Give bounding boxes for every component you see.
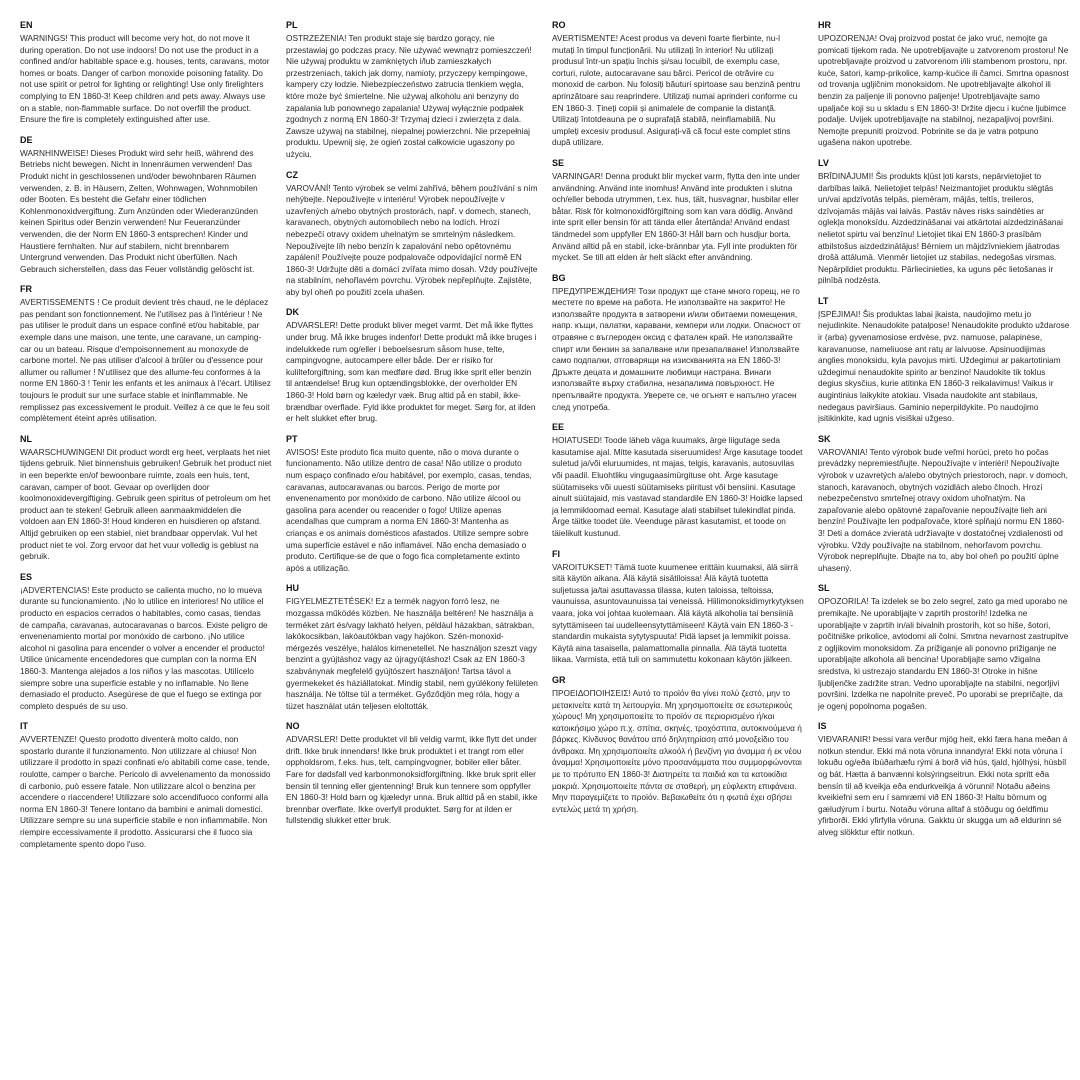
warning-text: OSTRZEŻENIA! Ten produkt staje się bardzo gorący, nie przestawiaj go podczas pracy. Nie używać wewnątrz pomieszczeń! Nie używaj produktu w zamkniętych i/lub zamieszkałych przestrzeniach, takich jak domy, namioty, przyczepy kempingowe, kampery czy łodzie. Niebezpieczeństwo zatrucia tlenkiem węgla, które może być śmiertelne. Nie używaj alkoholu ani benzyny do zapalania lub ponownego zapalania! Używaj wyłącznie podpałek zgodnych z normą EN 1860-3! Trzymaj dzieci i zwierzęta z dala. Zawsze używaj na stabilnej, niepalnej powierzchni. Nie przepełniaj produktu. Upewnij się, że ogień został całkowicie ugaszony po użyciu.	[286, 33, 532, 159]
warning-text: HOIATUSED! Toode läheb väga kuumaks, ärge liigutage seda kasutamise ajal. Mitte kasutada siseruumides! Ärge kasutage toodet suletud ja/või eluruumides, nt majas, telgis, karavanis, autosuvilas või paadil. Eluohtliku vingugaasimürgituse oht. Ärge kasutage süütamiseks või uuesti süütamiseks piiritust või bensiini. Kasutage ainult süütajaid, mis vastavad standardile EN 1860-3! Hoidke lapsed ja lemmikloomad eemal. Kasutage alati stabiilset tulekindlat pinda. Ärge täitke toodet üle. Veenduge pärast kasutamist, et toode on täielikult kustunud.	[552, 435, 803, 538]
warning-section-cz	[286, 170, 538, 299]
warning-section-sk	[818, 434, 1070, 575]
language-code: SL	[818, 583, 830, 594]
language-code: ES	[20, 571, 33, 582]
warning-text: WARNHINWEISE! Dieses Produkt wird sehr heiß, während des Betriebs nicht bewegen. Nicht in Innenräumen verwenden! Das Produkt nicht in geschlossenen und/oder bewohnbaren Räumen verwenden, z. B. in Häusern, Zelten, Wohnwagen, Wohnmobilen oder Booten. Es besteht die Gefahr einer tödlichen Kohlenmonoxidvergiftung. Zum Anzünden oder Wiederanzünden keinen Spiritus oder Benzin verwenden! Nur Feueranzünder verwenden, die der Norm EN 1860-3 entsprechen! Kinder und Haustiere fernhalten. Nur auf stabilem, nicht brennbarem Untergrund verwenden. Das Produkt nicht überfüllen. Nach Gebrauch sicherstellen, dass das Feuer vollständig gelöscht ist.	[20, 147, 258, 274]
warning-column	[552, 20, 804, 1066]
warning-section-hr	[818, 20, 1070, 149]
language-code: CZ	[286, 169, 298, 180]
warning-text: WARNINGS! This product will become very hot, do not move it during operation. Do not use indoors! Do not use the product in a confined and/or habitable space e.g. houses, tents, caravans, motor homes or boats. Danger of carbon monoxide poisoning fatality. Do not use spirit or petrol for lighting or relighting! Use only firelighters complying to EN 1860-3! Keep children and pets away. Always use on a stable, non-flammable surface. Do not overfill the product. Ensure the fire is completely extinguished after use.	[20, 33, 270, 125]
warning-text: VAROVANIA! Tento výrobok bude veľmi horúci, preto ho počas prevádzky nepremiestňujte. Nepoužívajte v interiéri! Nepoužívajte výrobok v uzavretých a/alebo obytných priestoroch, napr. v domoch, stanoch, karavanoch, obytných vozidlách alebo člnoch. Hrozí nebezpečenstvo smrteľnej otravy oxidom uhoľnatým. Na zapaľovanie alebo opätovné zapaľovanie nepoužívajte lieh ani benzín! Používajte len podpaľovače, ktoré spĺňajú normu EN 1860-3! Deti a domáce zvieratá udržiavajte v dostatočnej vzdialenosti od výrobku. Vždy používajte na stabilnom, nehorľavom povrchu. Výrobok nepreplňujte. Dbajte na to, aby bol oheň po použití úplne uhasený.	[818, 446, 1068, 573]
language-code: IT	[20, 721, 28, 732]
language-code: FI	[552, 548, 560, 559]
language-code: HR	[818, 20, 831, 30]
language-code: EE	[552, 422, 565, 433]
warning-section-de	[20, 135, 272, 276]
warning-text: OPOZORILA! Ta izdelek se bo zelo segrel, zato ga med uporabo ne premikajte. Ne uporabljajte v zaprtih prostorih! Izdelka ne uporabljajte v zaprtih in/ali bivalnih prostorih, kot so hiše, šotori, počitniške prikolice, avtodomi ali čolni. Smrtna nevarnost zastrupitve z ogljikovim monoksidom. Za prižiganje ali ponovno prižiganje ne uporabljajte alkohola ali bencina! Uporabljajte samo vžigalna sredstva, ki ustrezajo standardu EN 1860-3! Otroke in hišne ljubljenčke zadržite stran. Vedno uporabljajte na stabilni, negorljivi površini. Izdelka ne napolnite preveč. Po uporabi se prepričajte, da je ogenj popolnoma pogašen.	[818, 596, 1069, 711]
warning-text: VIÐVARANIR! Þessi vara verður mjög heit, ekki færa hana meðan á notkun stendur. Ekki má nota vöruna innandyra! Ekki nota vöruna í lokuðu og/eða íbúðarhæfu rými á borð við hús, tjald, hjólhýsi, húsbíl og bát. Hætta á banvænni kolsýringseitrun. Ekki nota spritt eða bensín til að kveikja eða endurkveikja á vörunni! Notaðu aðeins kveikiefni sem eru í samræmi við EN 1860-3! Haltu börnum og gæludýrum í burtu. Notaðu vöruna alltaf á stöðugu og óeldfimu yfirborði. Ekki yfirfylla vöruna. Gakktu úr skugga um að eldurinn sé alveg slökktur eftir notkun.	[818, 734, 1068, 838]
language-code: IS	[818, 721, 827, 732]
language-code: SE	[552, 157, 565, 168]
warning-section-no	[286, 721, 538, 827]
warning-text: ¡ADVERTENCIAS! Este producto se calienta mucho, no lo mueva durante su funcionamiento. ¡No lo utilice en interiores! No utilice el producto en espacios cerrados o habitables, como casas, tiendas de campaña, caravanas, autocaravanas o barcos. Existe peligro de envenenamiento mortal por monóxido de carbono. ¡No utilice alcohol ni gasolina para encender o volver a encender el producto! Utilice únicamente encendedores que cumplan con la norma EN 1860-3. Mantenga alejados a los niños y las mascotas. Utilícelo siempre sobre una superficie estable y no inflamable. No llene demasiado el producto. Asegúrese de que el fuego se extinga por completo después de su uso.	[20, 584, 268, 711]
language-code: HU	[286, 583, 299, 594]
warning-section-en	[20, 20, 272, 126]
warning-section-fi	[552, 549, 804, 666]
warning-text: ADVARSLER! Dette produktet vil bli veldig varmt, ikke flytt det under drift. Ikke bruk innendørs! Ikke bruk produktet i et trangt rom eller oppholdsrom, f.eks. hus, telt, campingvogner, bobiler eller båter. Fare for dødsfall ved karbonmonoksidforgiftning. Ikke bruk sprit eller bensin til tenning eller gjentenning! Bruk kun tennere som oppfyller EN 1860-3! Hold barn og kjæledyr unna. Bruk alltid på en stabil, ikke brennbar overflate. Ikke overfyll produktet. Sørg for at ilden er fullstendig slukket etter bruk.	[286, 734, 538, 826]
warning-section-nl	[20, 434, 272, 563]
warning-section-es	[20, 572, 272, 713]
warning-column	[818, 20, 1070, 1066]
warning-text: BRĪDINĀJUMI! Šis produkts kļūst ļoti karsts, nepārvietojiet to darbības laikā. Nelietojiet telpās! Neizmantojiet produktu slēgtās un/vai apdzīvotās telpās, piemēram, mājās, teltīs, treileros, dzīvojamās mājās vai laivās. Pastāv nāves risks saindēties ar oglekļa monoksīdu. Aizdedzināšanai vai atkārtotai aizdedzināšanai nelietot spirtu vai benzīnu! Lietojiet tikai EN 1860-3 prasībām atbilstošus aizdedzinātājus! Bērniem un mājdzīvniekiem jāatrodas drošā attālumā. Vienmēr lietojiet uz stabilas, nedegošas virsmas. Nepārpildiet produktu. Pārliecinieties, ka uguns pēc lietošanas ir pilnībā nodzēsta.	[818, 170, 1063, 286]
language-code: PL	[286, 20, 298, 30]
warning-text: ПРЕДУПРЕЖДЕНИЯ! Този продукт ще стане много горещ, не го местете по време на работа. Не използвайте на закрито! Не използвайте продукта в затворени и/или обитаеми помещения, напр. къщи, палатки, каравани, кемпери или лодки. Опасност от отравяне с въглероден оксид с фатален край. Не използвайте спирт или бензин за запалване или презапалване! Използвайте само подпалки, отговарящи на изискванията на EN 1860-3! Дръжте децата и домашните любимци настрана. Винаги използвайте върху стабилна, незапалима повърхност. Не препълвайте продукта. Уверете се, че огънят е напълно угасен след употреба.	[552, 285, 801, 412]
language-code: RO	[552, 20, 566, 30]
language-code: NL	[20, 433, 32, 444]
language-code: FR	[20, 284, 32, 295]
warning-section-se	[552, 158, 804, 264]
warning-section-ee	[552, 422, 804, 539]
warning-section-ro	[552, 20, 804, 149]
warning-section-dk	[286, 307, 538, 424]
warning-section-sl	[818, 583, 1070, 712]
language-code: LV	[818, 157, 829, 168]
language-code: NO	[286, 721, 300, 732]
warning-section-fr	[20, 284, 272, 425]
warning-section-bg	[552, 273, 804, 414]
warning-section-pl	[286, 20, 538, 161]
warning-text: ADVARSLER! Dette produkt bliver meget varmt. Det må ikke flyttes under brug. Må ikke bruges indenfor! Dette produkt må ikke bruges i indelukkede rum og/eller i beboelsesrum såsom huse, telte, campingvogne, autocampere eller både. Der er risiko for kulilteforgiftning, som kan medføre død. Brug ikke sprit eller benzin til antændelse! Brug kun optændingsblokke, der overholder EN 1860-3! Hold børn og kæledyr væk. Brug altid på en stabil, ikke-brændbar overflade. Fyld ikke produktet for meget. Sørg for, at ilden er helt slukket efter brug.	[286, 320, 537, 424]
warning-text: VAROITUKSET! Tämä tuote kuumenee erittäin kuumaksi, älä siirrä sitä käytön aikana. Älä käytä sisätiloissa! Älä käytä tuotetta suljetussa ja/tai asuttavassa tilassa, kuten taloissa, teltoissa, vaunuissa, asuntovaunuissa tai veneissä. Hiilimonoksidimyrkytyksen vaara, joka voi johtaa kuolemaan. Älä käytä alkoholia tai bensiiniä sytyttämiseen tai uudelleensytyttämiseen! Käytä vain EN 1860-3 -standardin mukaista sytytyspuuta! Pidä lapset ja lemmikit poissa. Käytä aina tasaisella, palamattomalla pinnalla. Älä täytä tuotetta liikaa. Varmista, että tuli on sammutettu kokonaan käytön jälkeen.	[552, 561, 804, 665]
warning-section-it	[20, 721, 272, 850]
language-code: BG	[552, 272, 566, 283]
warning-text: AVISOS! Este produto fica muito quente, não o mova durante o funcionamento. Não utilize dentro de casa! Não utilize o produto num espaço confinado e/ou habitável, por exemplo, casas, tendas, caravanas, autocaravanas ou barcos. Perigo de morte por envenenamento por monóxido de carbono. Não utilize álcool ou gasolina para acender ou reacender o fogo! Utilize apenas acendalhas que cumpram a norma EN 1860-3! Mantenha as crianças e os animais domésticos afastados. Utilize sempre sobre uma superfície estável e não inflamável. Não encha demasiado o produto. Certifique-se de que o fogo fica completamente extinto após a utilização.	[286, 446, 532, 573]
warning-text: ΠΡΟΕΙΔΟΠΟΙΗΣΕΙΣ! Αυτό το προϊόν θα γίνει πολύ ζεστό, μην το μετακινείτε κατά τη λειτουργία. Μη χρησιμοποιείτε σε εσωτερικούς χώρους! Μη χρησιμοποιείτε το προϊόν σε περιορισμένο ή/και κατοικήσιμο χώρο π.χ. σπίτια, σκηνές, τροχόσπιτα, αυτοκινούμενα ή βάρκες. Κίνδυνος θανάτου από δηλητηρίαση από μονοξείδιο του άνθρακα. Μη χρησιμοποιείτε αλκοόλ ή βενζίνη για άναμμα ή εκ νέου άναμμα! Χρησιμοποιείτε μόνο προσανάμματα που συμμορφώνονται με το πρότυπο EN 1860-3! Διατηρείτε τα παιδιά και τα κατοικίδια μακριά. Χρησιμοποιείτε πάντα σε σταθερή, μη εύφλεκτη επιφάνεια. Μην παραγεμίζετε το προϊόν. Βεβαιωθείτε ότι η φωτιά έχει σβήσει εντελώς μετά τη χρήση.	[552, 687, 802, 814]
warning-text: VAROVÁNÍ! Tento výrobek se velmi zahřívá, během používání s ním nehýbejte. Nepoužívejte v interiéru! Výrobek nepoužívejte v uzavřených a/nebo obytných prostorách, např. v domech, stanech, karavanech, obytných automobilech nebo na lodích. Hrozí nebezpečí otravy oxidem uhelnatým se smrtelným následkem. Nepoužívejte líh nebo benzín k zapalování nebo opětovnému zapálení! Používejte pouze podpalovače odpovídající normě EN 1860-3! Udržujte děti a domácí zvířata mimo dosah. Vždy používejte na stabilním, nehořlavém povrchu. Výrobek nepřeplňujte. Zajistěte, aby byl oheň po použití zcela uhašen.	[286, 182, 538, 297]
warning-text: AVERTISSEMENTS ! Ce produit devient très chaud, ne le déplacez pas pendant son fonctionnement. Ne l'utilisez pas à l'intérieur ! Ne pas utiliser le produit dans un espace confiné et/ou habitable, par exemple dans une maison, une tente, une caravane, un camping-car ou un bateau. Risque d'empoisonnement au monoxyde de carbone mortel. Ne pas utiliser d'alcool à brûler ou d'essence pour allumer ou rallumer ! N'utilisez que des allume-feu conformes à la norme EN 1860-3 ! Tenir les enfants et les animaux à l'écart. Utilisez toujours le produit sur une surface stable et ininflammable. Ne remplissez pas excessivement le produit. Veillez à ce que le feu soit complètement éteint après utilisation.	[20, 297, 271, 424]
warning-section-lv	[818, 158, 1070, 287]
language-code: LT	[818, 295, 829, 306]
warning-section-hu	[286, 583, 538, 712]
language-code: DK	[286, 307, 299, 318]
language-code: SK	[818, 433, 831, 444]
warning-text: WAARSCHUWINGEN! Dit product wordt erg heet, verplaats het niet tijdens gebruik. Niet binnenshuis gebruiken! Gebruik het product niet in een beperkte en/of bewoonbare ruimte, zoals een huis, tent, caravan, camper of boot. Gevaar op overlijden door koolmonoxidevergiftiging. Gebruik geen spiritus of petroleum om het product aan te steken! Gebruik alleen aanmaakmiddelen die voldoen aan EN 1860-3! Houd kinderen en huisdieren op afstand. Altijd gebruiken op een stabiel, niet brandbaar oppervlak. Vul het product niet te vol. Zorg ervoor dat het vuur volledig is geblust na gebruik.	[20, 446, 272, 562]
warning-section-lt	[818, 296, 1070, 425]
language-code: EN	[20, 20, 33, 30]
warning-section-is	[818, 721, 1070, 838]
warning-text: FIGYELMEZTETÉSEK! Ez a termék nagyon forró lesz, ne mozgassa működés közben. Ne használja beltéren! Ne használja a terméket zárt és/vagy lakható helyen, például házakban, sátrakban, lakókocsikban, lakóautókban vagy hajókon. Szén-monoxid-mérgezés veszélye, halálos kimenetellel. Ne használjon szeszt vagy benzint a gyújtáshoz vagy az újragyújtáshoz! Csak az EN 1860-3 szabványnak megfelelő gyújtószert használjon! Tartsa távol a gyermekeket és háziállatokat. Mindig stabil, nem gyúlékony felületen használja. Ne töltse túl a terméket. Győződjön meg róla, hogy a tüzet használat után teljesen eloltották.	[286, 596, 538, 711]
language-code: GR	[552, 674, 566, 685]
warning-text: AVERTISMENTE! Acest produs va deveni foarte fierbinte, nu-l mutați în timpul funcționării. Nu utilizați în interior! Nu utilizați produsul într-un spațiu închis și/sau locuibil, de exemplu case, corturi, rulote, autocaravane sau bărci. Pericol de otrăvire cu monoxid de carbon. Nu folosiți băuturi spirtoase sau benzină pentru aprinzătoare sau reaprindere. Utilizați numai aprinderi conforme cu EN 1860-3. Țineți copiii și animalele de companie la distanță. Utilizați întotdeauna pe o suprafață stabilă, neinflamabilă. Nu umpleți excesiv produsul. Asigurați-vă că focul este complet stins după utilizare.	[552, 33, 801, 148]
warning-text: AVVERTENZE! Questo prodotto diventerà molto caldo, non spostarlo durante il funzionamento. Non utilizzare al chiuso! Non utilizzare il prodotto in spazi confinati e/o abitabili come case, tende, roulotte, camper o barche. Pericolo di avvelenamento da monossido di carbonio, può essere fatale. Non utilizzare alcol o benzina per accendere o riaccendere! Utilizzare solo accendifuoco conformi alla norma EN 1860-3! Tenere lontano da bambini e animali domestici. Utilizzare sempre su una superficie stabile e non infiammabile. Non riempire eccessivamente il prodotto. Assicurarsi che il fuoco sia completamente spento dopo l'uso.	[20, 734, 271, 849]
warning-section-gr	[552, 675, 804, 816]
warning-text: ĮSPĖJIMAI! Šis produktas labai įkaista, naudojimo metu jo nejudinkite. Nenaudokite patalpose! Nenaudokite produkto uždarose ir (arba) gyvenamosiose erdvėse, pvz. namuose, palapinėse, karavanuose, nameliuose ant ratų ar laivuose. Apsinuodijimas anglies monoksidu, kyla pavojus mirti. Uždegimui ar pakartotiniam uždegimui nenaudokite spirito ar benzino! Naudokite tik toklus degius skysčius, kurie atitinka EN 1860-3 reikalavimus! Vaikus ir augintinius laikykite atokiau. Visada naudokite ant stabilaus, nedegaus paviršiaus. Gaminio neperpildykite. Po naudojimo įsitikinkite, kad ugnis visiškai užgeso.	[818, 308, 1070, 424]
warning-column	[20, 20, 272, 1066]
warning-section-pt	[286, 434, 538, 575]
warning-text: VARNINGAR! Denna produkt blir mycket varm, flytta den inte under användning. Använd inte inomhus! Använd inte produkten i slutna och/eller beboda utrymmen, t.ex. hus, tält, husvagnar, husbilar eller båtar. Risk för kolmonoxidförgiftning som kan vara dödlig. Använd inte sprit eller bensin för att tända eller återtända! Använd endast tändmedel som uppfyller EN 1860-3! Håll barn och husdjur borta. Använd alltid på en stabil, icke-brännbar yta. Fyll inte produkten för mycket. Se till att elden är helt släckt efter användning.	[552, 170, 800, 263]
warning-text: UPOZORENJA! Ovaj proizvod postat će jako vruć, nemojte ga pomicati tijekom rada. Ne upotrebljavajte u zatvorenom prostoru! Ne upotrebljavajte proizvod u zatvorenom i/ili stambenom prostoru, npr. kuće, šatori, kamp-prikolice, kamp-kućice ili čamci. Smrtna opasnost od trovanja ugljičnim monoksidom. Ne upotrebljavajte alkohol ili benzin za paljenje ili ponovno paljenje! Upotrebljavajte samo upaljače koji su u skladu s EN 1860-3! Držite djecu i kućne ljubimce podalje. Uvijek upotrebljavajte na stabilnoj, nezapaljivoj površini. Nemojte prepuniti proizvod. Pobrinite se da je vatra potpuno ugašena nakon upotrebe.	[818, 33, 1069, 148]
language-code: PT	[286, 433, 298, 444]
language-code: DE	[20, 134, 33, 145]
warning-column	[286, 20, 538, 1066]
